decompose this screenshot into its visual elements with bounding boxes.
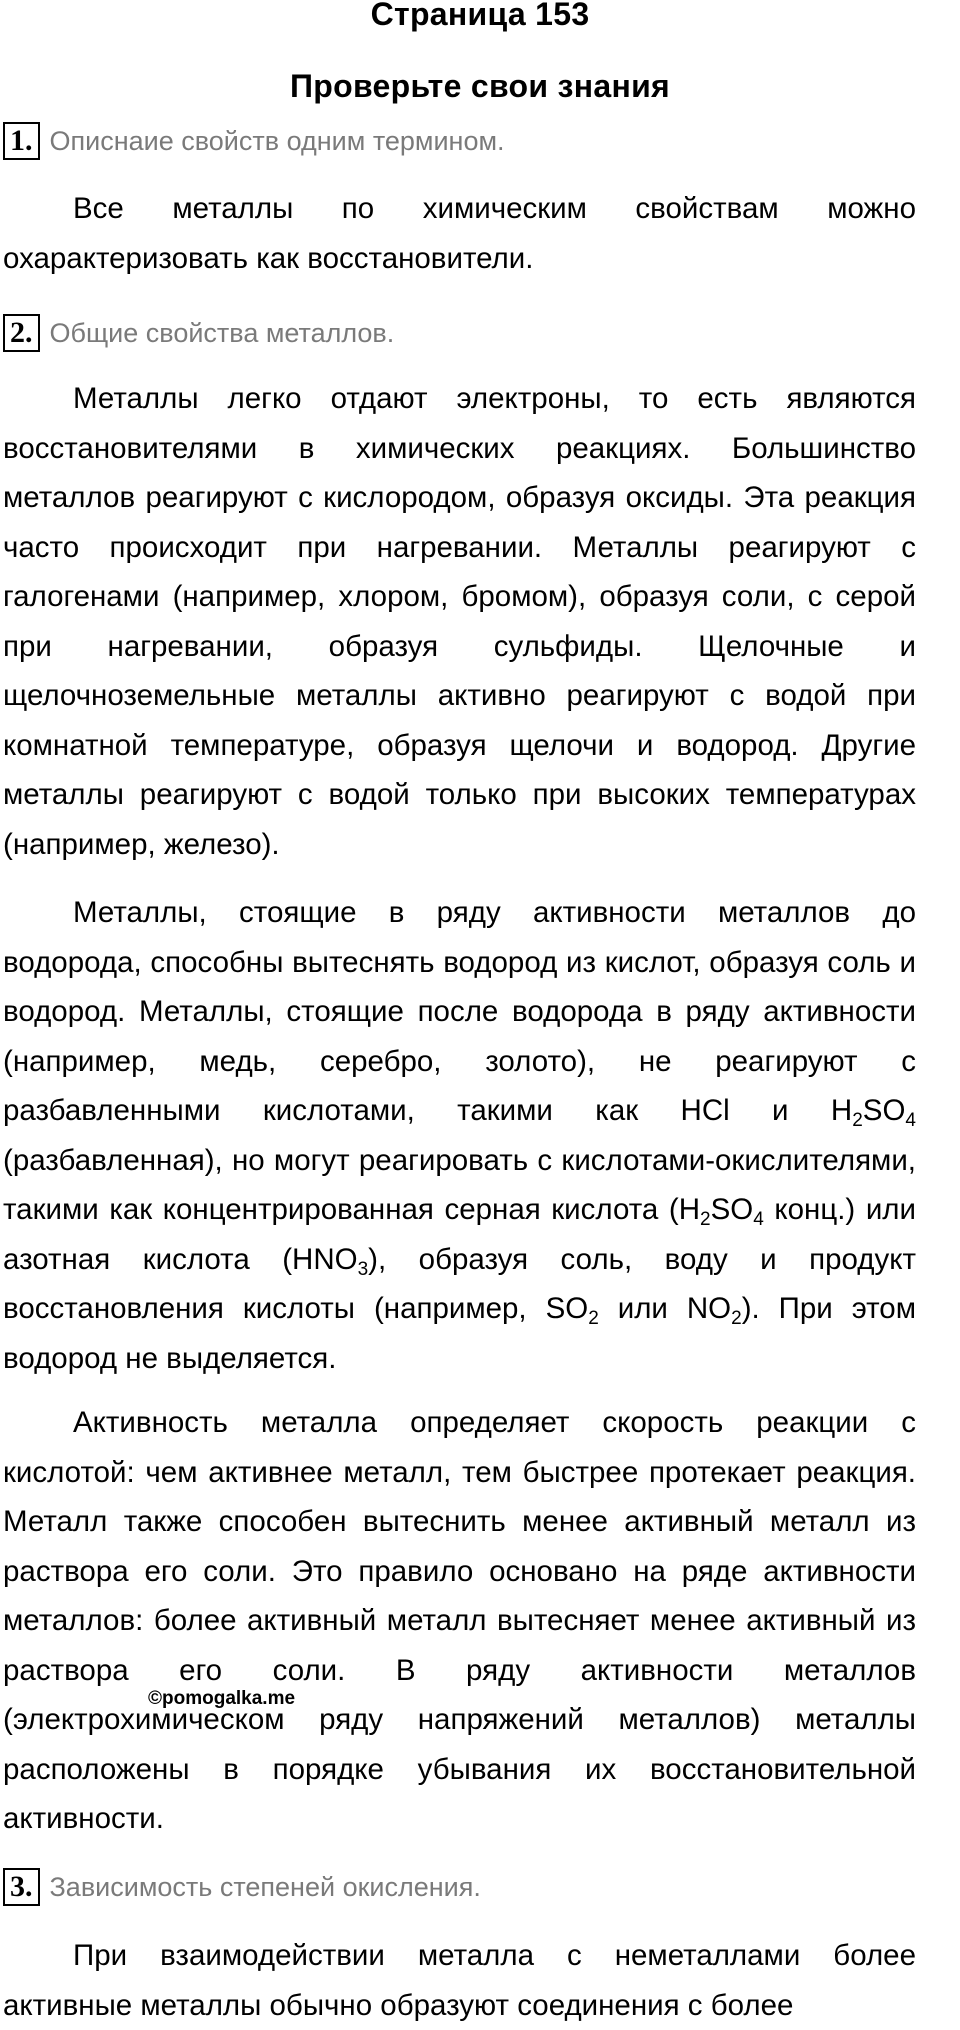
- question-text: Описнаие свойств одним термином.: [49, 125, 505, 156]
- question-1: [3, 122, 505, 160]
- watermark: ©pomogalka.me: [148, 1688, 296, 1709]
- question-number: 3.: [3, 1868, 40, 1906]
- question-2: [3, 314, 394, 352]
- question-text: Общие свойства металлов.: [49, 317, 395, 348]
- question-3: [3, 1868, 481, 1906]
- question-number: 1.: [3, 122, 40, 160]
- answer-paragraph-3: Металлы, стоящие в ряду активности металлов до водорода, способны вытеснять водород из кислот, образуя соль и водород. Металлы, стоящие после водорода в ряду активности (например, медь, серебро, золото), не реагируют с разбавленными кислотами, такими как HCl и $H_2SO_4$ (разбавленная), но могут реагировать с кислотами-окислителями, такими как концентрированная серная кислота ($H_2SO_4$ конц.) или азотная кислота $(HNO_3)$, образуя соль, воду и продукт восстановления кислоты (например, $SO_2$ или $NO_2$). При этом водород не выделяется.: [3, 896, 916, 1375]
- answer-paragraph-1: Все металлы по химическим свойствам можно охарактеризовать как восстановители.: [3, 192, 916, 275]
- section-title: Проверьте свои знания: [289, 68, 671, 104]
- question-text: Зависимость степеней окисления.: [49, 1871, 481, 1902]
- answer-paragraph-5: При взаимодействии металла с неметаллами более активные металлы обычно образуют соединения с более: [3, 1939, 916, 2022]
- answer-paragraph-2: Металлы легко отдают электроны, то есть являются восстановителями в химических реакциях. Большинство металлов реагируют с кислородом, образуя оксиды. Эта реакция часто происходит при нагревании. Металлы реагируют с галогенами (например, хлором, бромом), образуя соли, с серой при нагревании, образуя сульфиды. Щелочные и щелочноземельные металлы активно реагируют с водой при комнатной температуре, образуя щелочи и водород. Другие металлы реагируют с водой только при высоких температурах (например, железо).: [3, 382, 916, 861]
- answer-paragraph-4: Активность металла определяет скорость реакции с кислотой: чем активнее металл, тем быстрее протекает реакция. Металл также способен вытеснить менее активный металл из раствора его соли. Это правило основано на ряде активности металлов: более активный металл вытесняет менее активный из раствора его соли. В ряду активности металлов (электрохимическом ряду напряжений металлов) металлы расположены в порядке убывания их восстановительной активности.: [3, 1406, 916, 1835]
- page-title: Страница 153: [370, 0, 590, 32]
- question-number: 2.: [3, 314, 40, 352]
